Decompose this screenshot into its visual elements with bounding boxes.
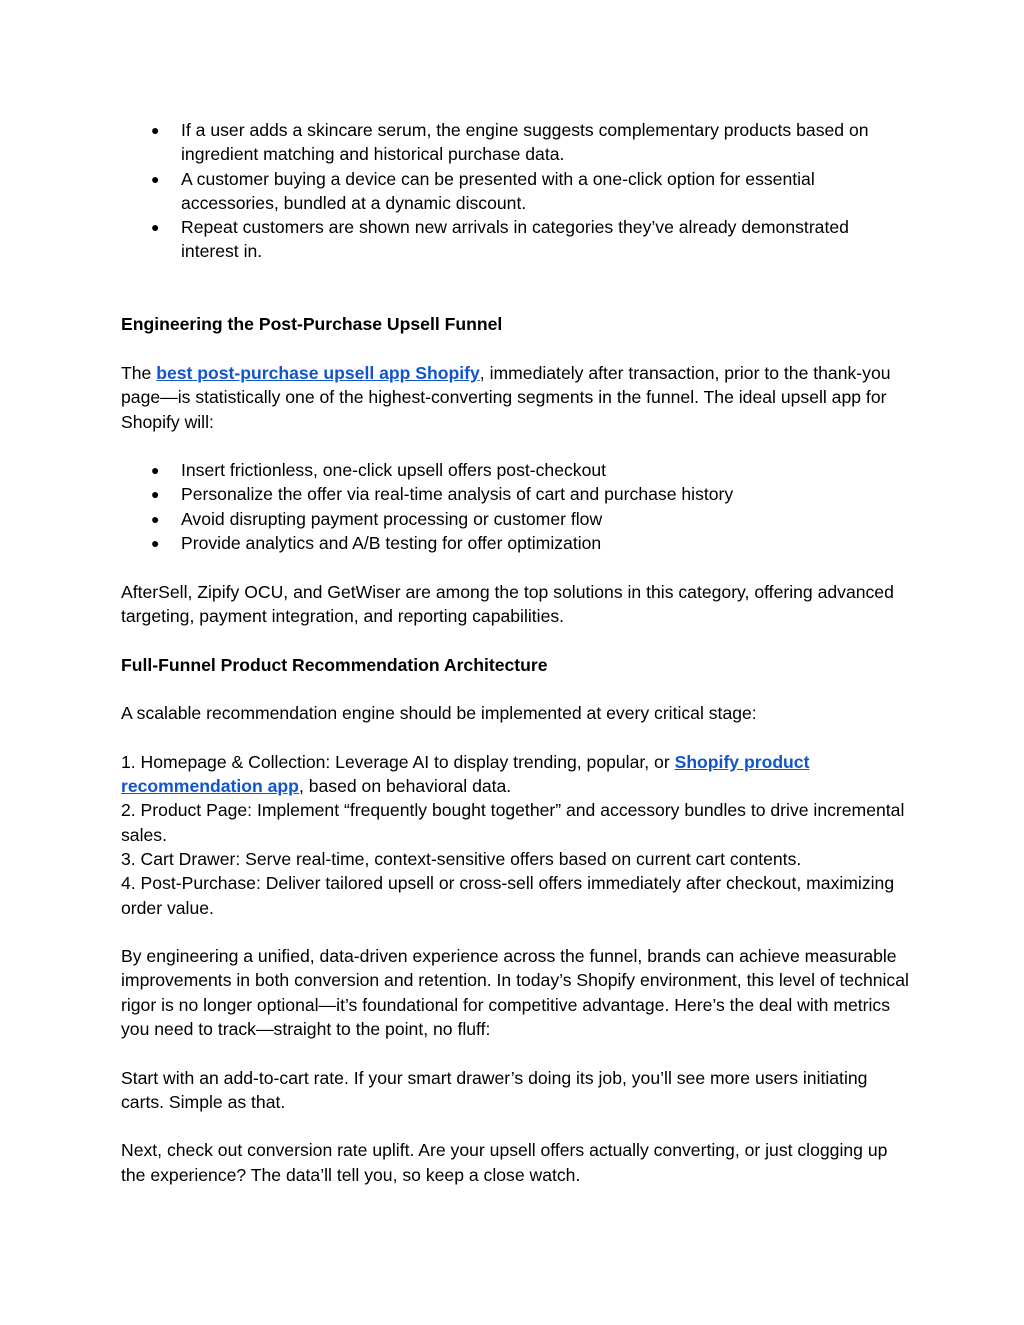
bullet-text: Avoid disrupting payment processing or customer flow <box>181 508 603 529</box>
upsell-app-link[interactable]: best post-purchase upsell app Shopify <box>156 362 480 383</box>
numbered-item-4: 4. Post-Purchase: Deliver tailored upsell or cross-sell offers immediately after checkout, maximizing order value. <box>121 873 895 918</box>
bullet-text: A customer buying a device can be presented with a one-click option for essential accessories, bundled at a dynamic discount. <box>181 168 815 213</box>
numbered-item-2: 2. Product Page: Implement “frequently bought together” and accessory bundles to drive incremental sales. <box>121 800 905 845</box>
conversion-paragraph: Next, check out conversion rate uplift. Are your upsell offers actually converting, or just clogging up the experience? The data’ll tell you, so keep a close watch. <box>121 1140 888 1185</box>
bullet-icon: ● <box>151 170 160 187</box>
add-to-cart-paragraph: Start with an add-to-cart rate. If your smart drawer’s doing its job, you’ll see more users initiating carts. Simple as that. <box>121 1067 868 1112</box>
upsell-feature-list <box>121 458 911 555</box>
section-heading-upsell-funnel: Engineering the Post-Purchase Upsell Funnel <box>121 314 503 335</box>
bullet-icon: ● <box>151 535 160 552</box>
list-item <box>121 167 911 216</box>
bullet-text: Repeat customers are shown new arrivals in categories they’ve already demonstrated interest in. <box>181 217 849 262</box>
list-item <box>121 531 911 555</box>
upsell-solutions-paragraph: AfterSell, Zipify OCU, and GetWiser are among the top solutions in this category, offering advanced targeting, payment integration, and reporting capabilities. <box>121 581 894 626</box>
list-item <box>121 215 911 264</box>
recommendation-app-link[interactable]: Shopify product recommendation app <box>121 751 810 797</box>
list-item <box>121 118 911 167</box>
numbered-item-3: 3. Cart Drawer: Serve real-time, context-sensitive offers based on current cart contents. <box>121 848 802 869</box>
bullet-icon: ● <box>151 486 160 503</box>
intro-bullet-list <box>121 118 911 264</box>
unified-experience-paragraph: By engineering a unified, data-driven experience across the funnel, brands can achieve measurable improvements in both conversion and retention. In today’s Shopify environment, this level of technical rigor is no longer optional—it’s foundational for competitive advantage. Here’s the deal with metrics you need to track—straight to the point, no fluff: <box>121 946 909 1039</box>
bullet-icon: ● <box>151 462 160 479</box>
list-item <box>121 458 911 482</box>
bullet-text: If a user adds a skincare serum, the engine suggests complementary products based on ingredient matching and historical purchase data. <box>181 120 869 165</box>
bullet-icon: ● <box>151 219 160 236</box>
bullet-icon: ● <box>151 510 160 527</box>
bullet-text: Provide analytics and A/B testing for offer optimization <box>181 533 602 554</box>
document-page <box>121 118 911 1187</box>
recommendation-intro-paragraph: A scalable recommendation engine should be implemented at every critical stage: <box>121 703 757 724</box>
list-item <box>121 507 911 531</box>
upsell-intro-paragraph: The best post-purchase upsell app Shopify, immediately after transaction, prior to the thank-you page—is statistically one of the highest-converting segments in the funnel. The ideal upsell app for Shopify will: <box>121 362 891 432</box>
bullet-text: Personalize the offer via real-time analysis of cart and purchase history <box>181 484 734 505</box>
numbered-item-1: 1. Homepage & Collection: Leverage AI to display trending, popular, or Shopify product recommendation app, based on behavioral data. <box>121 751 810 797</box>
section-heading-recommendation-architecture: Full-Funnel Product Recommendation Architecture <box>121 654 548 675</box>
list-item <box>121 482 911 506</box>
bullet-icon: ● <box>151 122 160 138</box>
bullet-text: Insert frictionless, one-click upsell offers post-checkout <box>181 460 607 481</box>
